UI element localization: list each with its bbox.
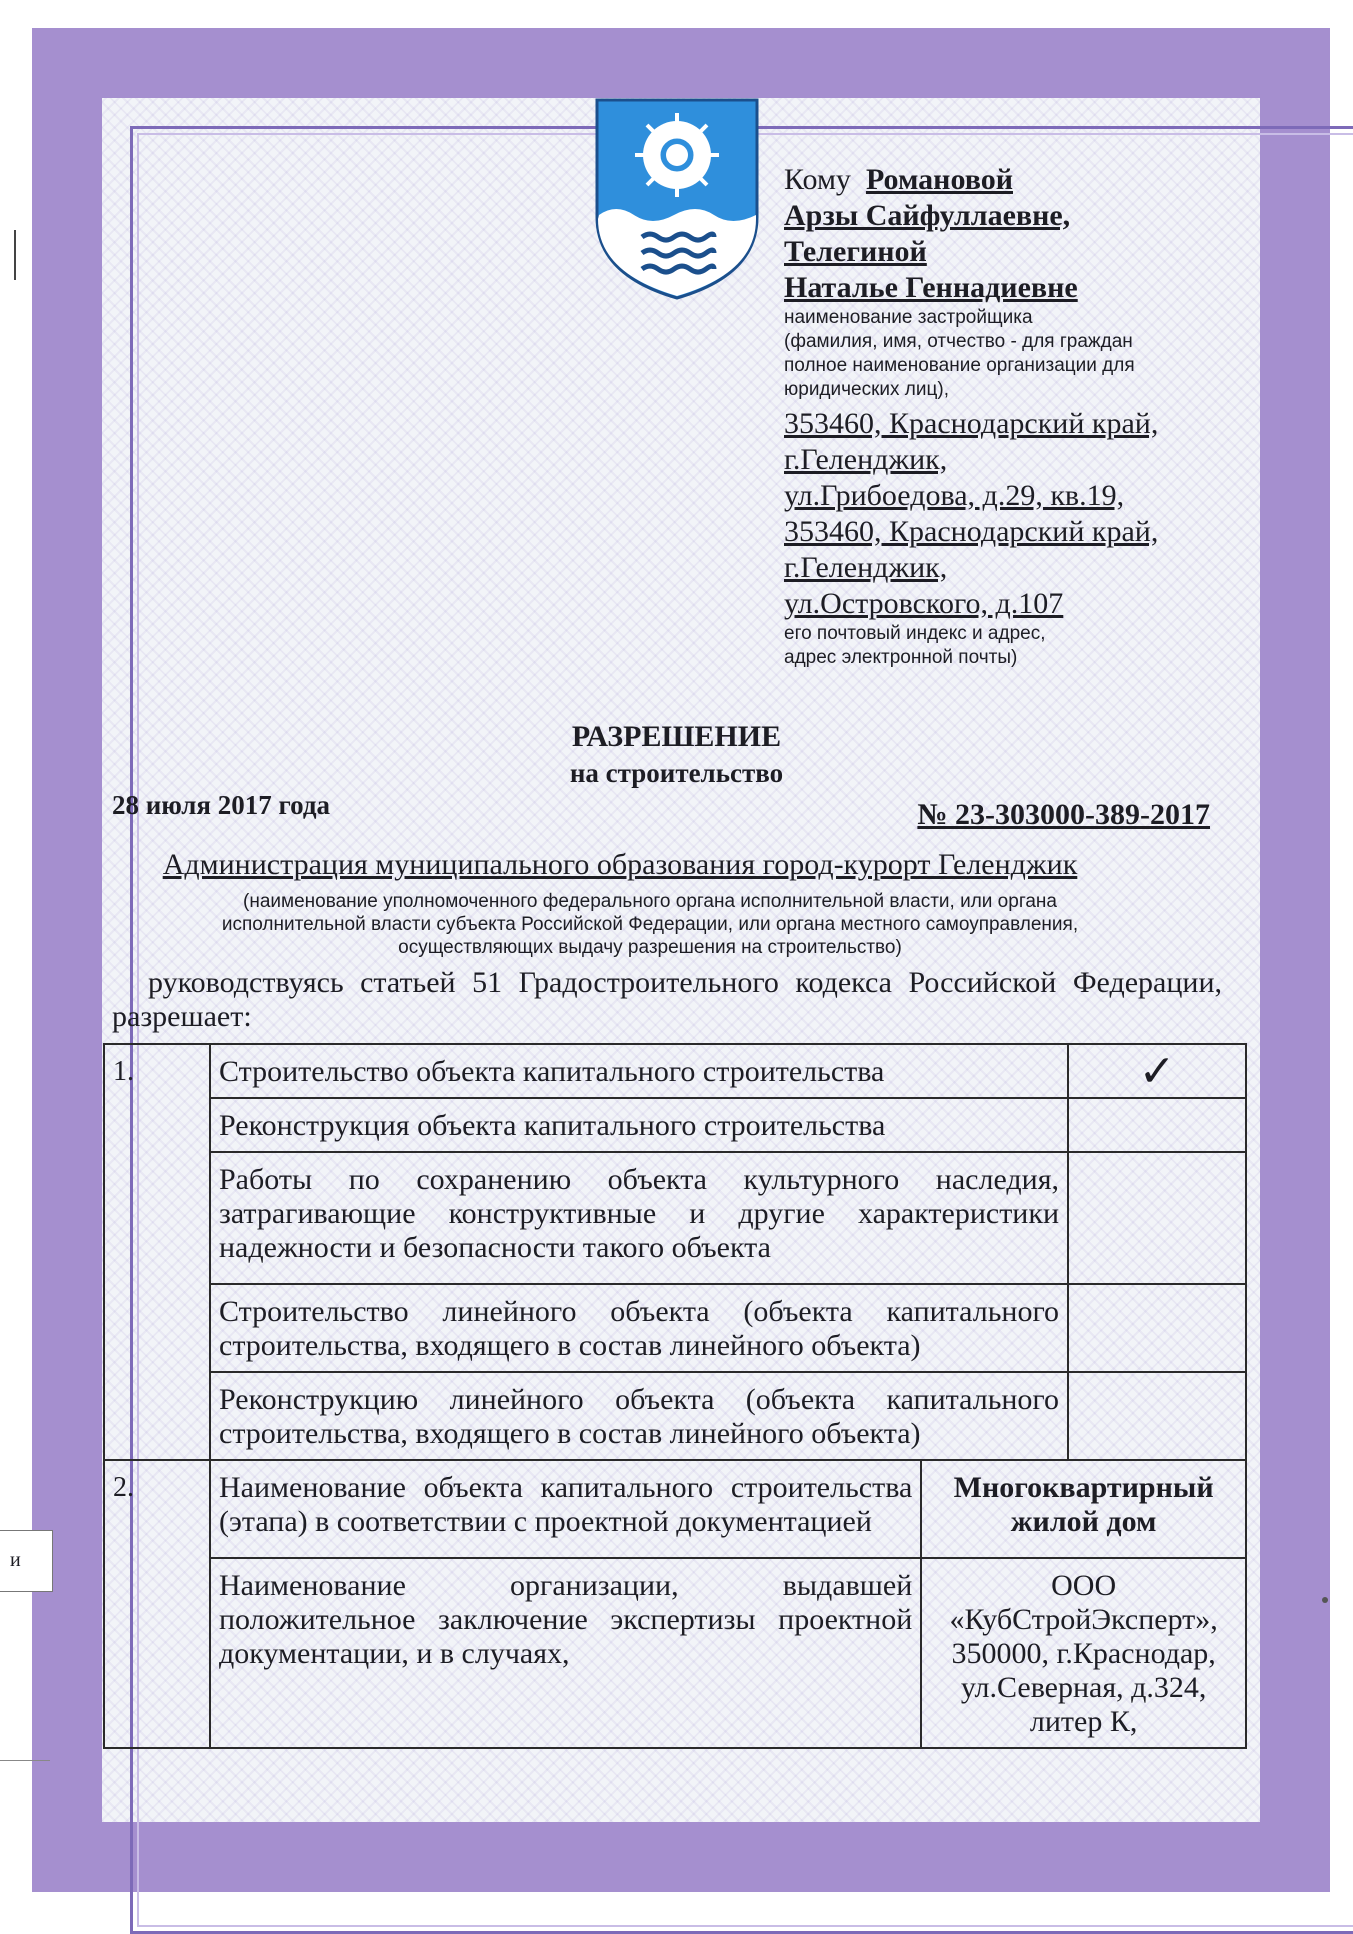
recipient-name-line-4: Наталье Геннадиевне: [784, 271, 1078, 304]
address-note-2: адрес электронной почты): [784, 647, 1018, 668]
issuer-note-line-3: осуществляющих выдачу разрешения на строительство): [398, 937, 902, 958]
address-line-3: ул.Грибоедова, д.29, кв.19,: [784, 479, 1125, 512]
city-coat-of-arms-icon: [594, 97, 760, 301]
work-type-cell: Строительство объекта капитального строительства: [210, 1044, 1068, 1098]
address-line-5: г.Геленджик,: [784, 551, 948, 584]
work-type-cell: Работы по сохранению объекта культурного наследия, затрагивающие конструктивные и другие характеристики надежности и безопасности такого объекта: [210, 1152, 1068, 1284]
issue-date: 28 июля 2017 года: [112, 790, 330, 820]
field-label-cell: Наименование организации, выдавшей положительное заключение экспертизы проектной документации, и в случаях,: [210, 1558, 921, 1748]
object-name-value: Многоквартирный жилой дом: [921, 1460, 1246, 1558]
work-type-cell: Реконструкция объекта капитального строительства: [210, 1098, 1068, 1152]
checkmark-icon: ✓: [1068, 1044, 1246, 1098]
address-line-1: 353460, Краснодарский край,: [784, 407, 1159, 440]
issuer-note: [150, 890, 1150, 959]
mark-cell: [1068, 1098, 1246, 1152]
name-note-4: юридических лиц),: [784, 379, 949, 400]
work-type-cell: Строительство линейного объекта (объекта капитального строительства, входящего в состав линейного объекта): [210, 1284, 1068, 1372]
binder-tab-text: и: [10, 1549, 21, 1571]
permit-table: [103, 1043, 1247, 1749]
table-row: [104, 1152, 1246, 1284]
table-row: [104, 1284, 1246, 1372]
section-2-number: 2.: [104, 1460, 210, 1748]
name-note-1: наименование застройщика: [784, 307, 1033, 328]
permit-number: № 23-303000-389-2017: [917, 798, 1210, 831]
section-1-number: 1.: [104, 1044, 210, 1460]
intro-text: руководствуясь статьей 51 Градостроительного кодекса Российской Федерации, разрешает:: [112, 966, 1222, 1033]
issuer-note-line-1: (наименование уполномоченного федерального органа исполнительной власти, или органа: [243, 891, 1057, 912]
mark-cell: [1068, 1152, 1246, 1284]
table-row: [104, 1372, 1246, 1460]
binder-strip: [0, 1760, 50, 1771]
recipient-name-line-2: Арзы Сайфуллаевне,: [784, 199, 1071, 232]
scan-edge-mark: [14, 230, 16, 280]
document-title: РАЗРЕШЕНИЕ: [571, 720, 782, 753]
address-line-6: ул.Островского, д.107: [784, 587, 1064, 620]
binder-tab: [0, 1530, 53, 1592]
address-line-4: 353460, Краснодарский край,: [784, 515, 1159, 548]
table-row: [104, 1044, 1246, 1098]
recipient-name-line-1: [784, 162, 1224, 198]
document-subtitle: на строительство: [569, 758, 784, 788]
to-label: Кому: [784, 163, 851, 196]
address-note-1: его почтовый индекс и адрес,: [784, 623, 1046, 644]
issuer-note-line-2: исполнительной власти субъекта Российской Федерации, или органа местного самоуправления,: [221, 914, 1079, 935]
expertise-org-value: ООО «КубСтройЭксперт», 350000, г.Краснодар, ул.Северная, д.324, литер К,: [921, 1558, 1246, 1748]
issuing-authority: Администрация муниципального образования город-курорт Геленджик: [162, 848, 1078, 881]
scan-dot: [1322, 1597, 1328, 1603]
field-label-cell: Наименование объекта капитального строительства (этапа) в соответствии с проектной документацией: [210, 1460, 921, 1558]
address-line-2: г.Геленджик,: [784, 443, 948, 476]
recipient-name-line-3: Телегиной: [784, 235, 927, 268]
table-row: [104, 1460, 1246, 1558]
recipient-name-part: Романовой: [865, 163, 1013, 196]
mark-cell: [1068, 1284, 1246, 1372]
name-note-3: полное наименование организации для: [784, 355, 1135, 376]
mark-cell: [1068, 1372, 1246, 1460]
table-row: [104, 1558, 1246, 1748]
name-note-2: (фамилия, имя, отчество - для граждан: [784, 331, 1133, 352]
recipient-block: [784, 162, 1224, 670]
work-type-cell: Реконструкцию линейного объекта (объекта капитального строительства, входящего в состав линейного объекта): [210, 1372, 1068, 1460]
table-row: [104, 1098, 1246, 1152]
